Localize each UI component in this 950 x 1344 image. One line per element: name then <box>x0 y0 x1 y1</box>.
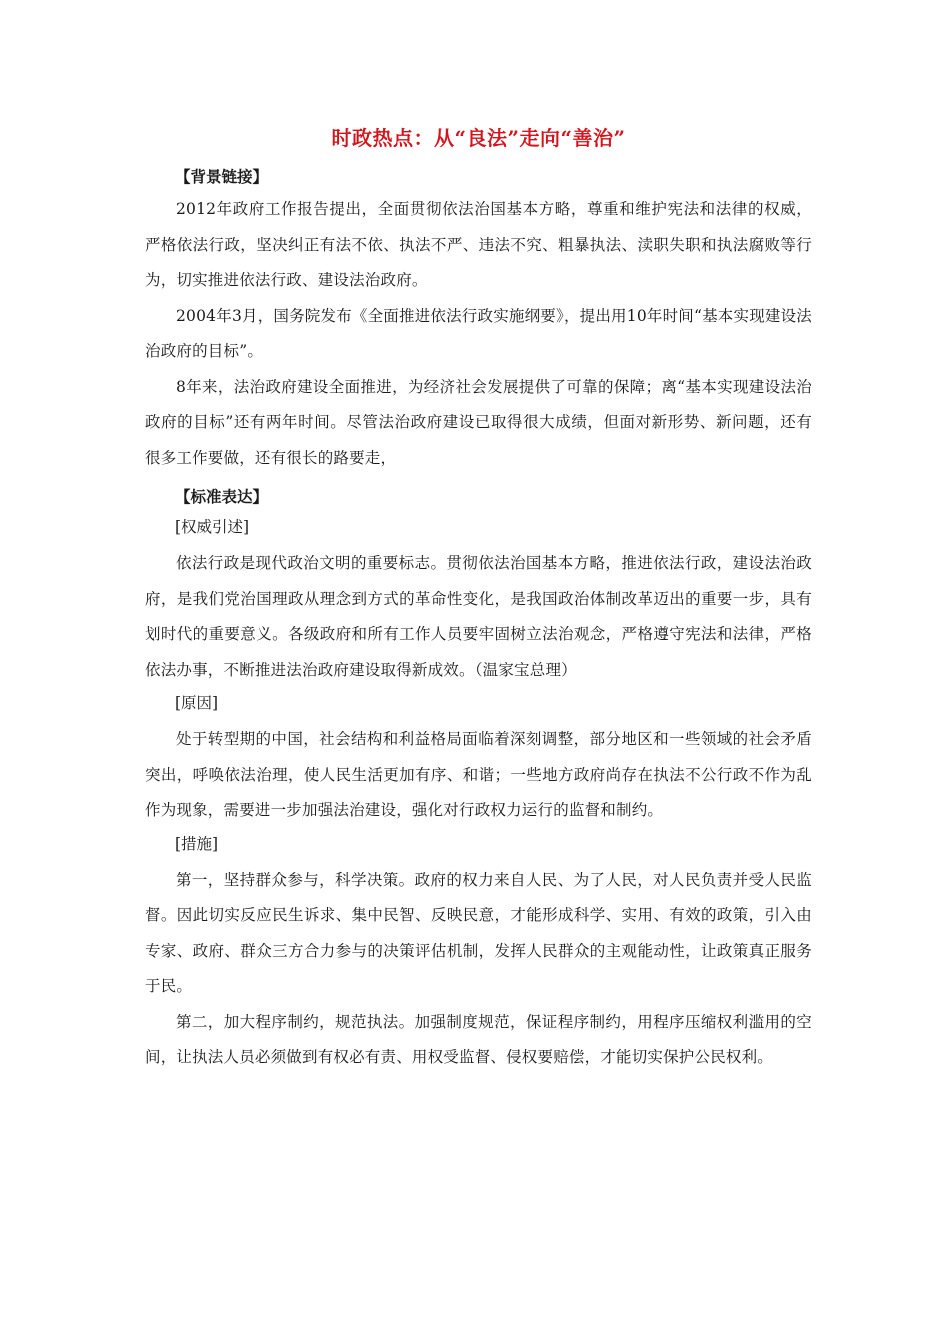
measures-paragraph-2: 第二，加大程序制约，规范执法。加强制度规范，保证程序制约，用程序压缩权利滥用的空间，让执法人员必须做到有权必有责、用权受监督、侵权要赔偿，才能切实保护公民权利。 <box>145 1012 812 1066</box>
subsection-label-authority: [权威引述] <box>175 518 250 536</box>
authority-paragraph: 依法行政是现代政治文明的重要标志。贯彻依法治国基本方略，推进依法行政，建设法治政府，是我们党治国理政从理念到方式的革命性变化，是我国政治体制改革迈出的重要一步，具有划时代的重要意义。各级政府和所有工作人员要牢固树立法治观念，严格遵守宪法和法律，严格依法办事，不断推进法治政府建设取得新成效。（温家宝总理） <box>145 554 812 679</box>
measures-paragraph-1: 第一，坚持群众参与，科学决策。政府的权力来自人民、为了人民，对人民负责并受人民监督。因此切实反应民生诉求、集中民智、反映民意，才能形成科学、实用、有效的政策，引入由专家、政府、群众三方合力参与的决策评估机制，发挥人民群众的主观能动性，让政策真正服务于民。 <box>145 870 812 995</box>
background-paragraph-2: 2004年3月，国务院发布《全面推进依法行政实施纲要》，提出用10年时间“基本实现建设法治政府的目标”。 <box>145 306 813 360</box>
section-heading-background: 【背景链接】 <box>175 167 269 186</box>
reason-paragraph: 处于转型期的中国，社会结构和利益格局面临着深刻调整，部分地区和一些领域的社会矛盾突出，呼唤依法治理，使人民生活更加有序、和谐；一些地方政府尚存在执法不公行政不作为乱作为现象，需要进一步加强法治建设，强化对行政权力运行的监督和制约。 <box>145 730 812 819</box>
section-heading-standard: 【标准表达】 <box>175 487 269 506</box>
background-paragraph-1: 2012年政府工作报告提出，全面贯彻依法治国基本方略，尊重和维护宪法和法律的权威，严格依法行政，坚决纠正有法不依、执法不严、违法不究、粗暴执法、渎职失职和执法腐败等行为，切实推进依法行政、建设法治政府。 <box>145 200 812 289</box>
background-paragraph-3: 8年来，法治政府建设全面推进，为经济社会发展提供了可靠的保障；离“基本实现建设法治政府的目标”还有两年时间。尽管法治政府建设已取得很大成绩，但面对新形势、新问题，还有很多工作要做，还有很长的路要走， <box>145 377 812 467</box>
page-title: 时政热点：从“良法”走向“善治” <box>331 126 626 150</box>
subsection-label-measures: [措施] <box>175 834 219 853</box>
subsection-label-reason: [原因] <box>175 694 219 712</box>
